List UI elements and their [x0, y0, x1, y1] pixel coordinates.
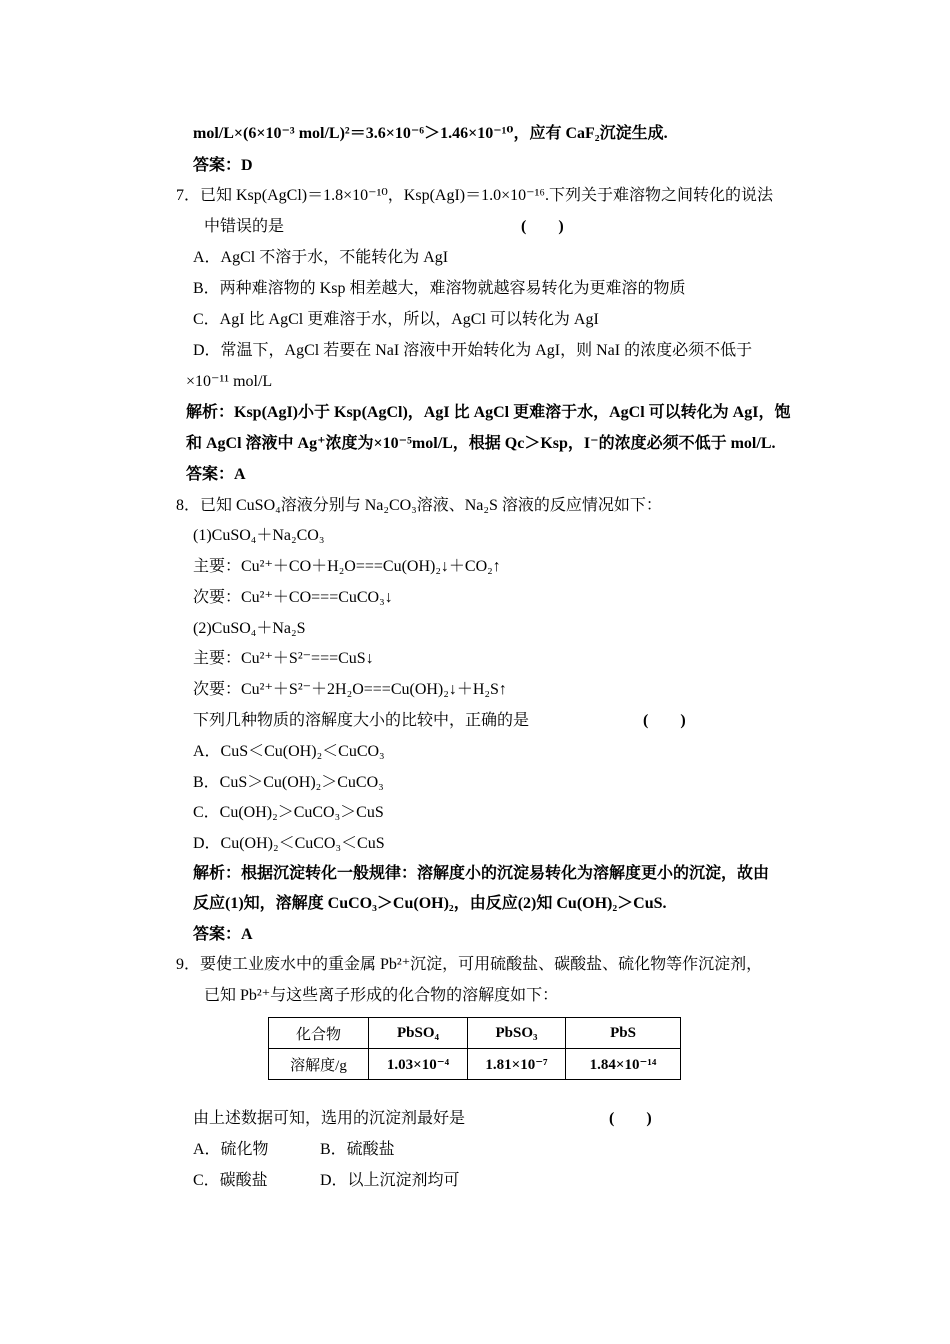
q9-stem-line1: 9．要使工业废水中的重金属 Pb²⁺沉淀，可用硫酸盐、碳酸盐、硫化物等作沉淀剂， — [176, 956, 763, 973]
table-row — [269, 1049, 681, 1080]
q8-reaction2: (2)CuSO₄＋Na₂S — [193, 620, 306, 637]
q8-answer: 答案：A — [193, 926, 253, 943]
table-cell: 1.84×10⁻¹⁴ — [566, 1049, 681, 1080]
solubility-table — [268, 1017, 681, 1080]
q7-option-b: B．两种难溶物的 Ksp 相差越大，难溶物就越容易转化为更难溶的物质 — [193, 280, 686, 297]
q8-reaction1-main: 主要：Cu²⁺＋CO＋H₂O===Cu(OH)₂↓＋CO₂↑ — [193, 558, 501, 575]
table-header-cell: PbSO₃ — [468, 1018, 566, 1049]
intro-answer: 答案：D — [193, 157, 253, 174]
q8-option-c: C．Cu(OH)₂＞CuCO₃＞CuS — [193, 804, 384, 821]
q8-reaction2-main: 主要：Cu²⁺＋S²⁻===CuS↓ — [193, 650, 374, 667]
q8-option-a: A．CuS＜Cu(OH)₂＜CuCO₃ — [193, 743, 385, 760]
q8-stem: 8．已知 CuSO₄溶液分别与 Na₂CO₃溶液、Na₂S 溶液的反应情况如下： — [176, 497, 662, 514]
q9-option-b: B．硫酸盐 — [320, 1141, 395, 1158]
q8-reaction1-minor: 次要：Cu²⁺＋CO===CuCO₃↓ — [193, 589, 393, 606]
q7-stem-line1: 7．已知 Ksp(AgCl)＝1.8×10⁻¹⁰，Ksp(AgI)＝1.0×10⁻¹⁶.下列关于难溶物之间转化的说法 — [176, 187, 773, 204]
q7-explanation-line1: 解析：Ksp(AgI)小于 Ksp(AgCl)，AgI 比 AgCl 更难溶于水，AgCl 可以转化为 AgI，饱 — [186, 404, 791, 421]
table-cell: 1.81×10⁻⁷ — [468, 1049, 566, 1080]
table-header-cell: PbS — [566, 1018, 681, 1049]
q9-option-a: A．硫化物 — [193, 1141, 269, 1158]
q8-explanation-line2: 反应(1)知，溶解度 CuCO₃＞Cu(OH)₂，由反应(2)知 Cu(OH)₂＞CuS. — [193, 895, 667, 912]
table-header-cell: 化合物 — [269, 1018, 369, 1049]
q9-stem-line2: 已知 Pb²⁺与这些离子形成的化合物的溶解度如下： — [204, 987, 559, 1004]
table-header-cell: PbSO₄ — [369, 1018, 468, 1049]
intro-calc: mol/L×(6×10⁻³ mol/L)²＝3.6×10⁻⁶＞1.46×10⁻¹⁰，应有 CaF₂沉淀生成. — [193, 125, 668, 142]
q9-option-c: C．碳酸盐 — [193, 1172, 268, 1189]
q7-option-d-line2: ×10⁻¹¹ mol/L — [186, 373, 273, 390]
q7-answer: 答案：A — [186, 466, 246, 483]
q8-question: 下列几种物质的溶解度大小的比较中，正确的是 — [193, 712, 530, 729]
table-cell: 溶解度/g — [269, 1049, 369, 1080]
q9-option-d: D．以上沉淀剂均可 — [320, 1172, 460, 1189]
q8-reaction2-minor: 次要：Cu²⁺＋S²⁻＋2H₂O===Cu(OH)₂↓＋H₂S↑ — [193, 681, 507, 698]
q9-question: 由上述数据可知，选用的沉淀剂最好是 — [193, 1110, 466, 1127]
q9-answer-paren: ( ) — [609, 1110, 652, 1127]
q7-stem-line2: 中错误的是 — [204, 218, 285, 235]
q8-explanation-line1: 解析：根据沉淀转化一般规律：溶解度小的沉淀易转化为溶解度更小的沉淀，故由 — [193, 865, 770, 882]
q8-answer-paren: ( ) — [643, 712, 686, 729]
q8-option-b: B．CuS＞Cu(OH)₂＞CuCO₃ — [193, 774, 384, 791]
q7-option-d-line1: D．常温下，AgCl 若要在 NaI 溶液中开始转化为 AgI，则 NaI 的浓度必须不低于 — [193, 342, 753, 359]
q8-option-d: D．Cu(OH)₂＜CuCO₃＜CuS — [193, 835, 385, 852]
q7-explanation-line2: 和 AgCl 溶液中 Ag⁺浓度为×10⁻⁵mol/L，根据 Qc＞Ksp，I⁻的浓度必须不低于 mol/L. — [186, 435, 776, 452]
q7-answer-paren: ( ) — [521, 218, 564, 235]
q8-reaction1: (1)CuSO₄＋Na₂CO₃ — [193, 527, 325, 544]
table-cell: 1.03×10⁻⁴ — [369, 1049, 468, 1080]
table-header-row — [269, 1018, 681, 1049]
q7-option-a: A．AgCl 不溶于水，不能转化为 AgI — [193, 249, 449, 266]
q7-option-c: C．AgI 比 AgCl 更难溶于水，所以，AgCl 可以转化为 AgI — [193, 311, 599, 328]
